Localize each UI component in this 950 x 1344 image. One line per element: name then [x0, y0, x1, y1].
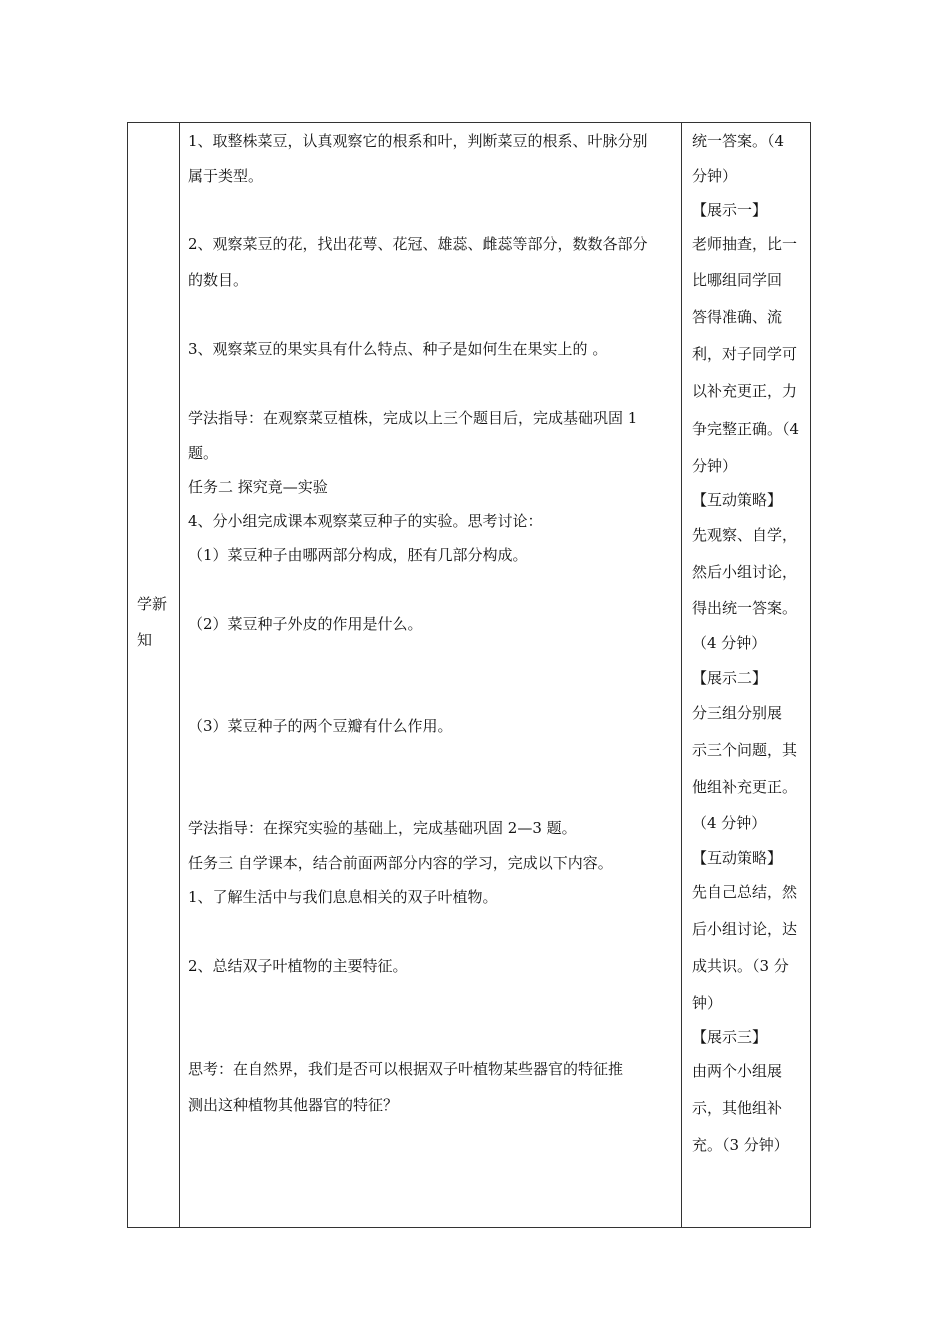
- note-line: 分三组分别展: [692, 704, 783, 722]
- note-line: （4 分钟）: [692, 634, 767, 652]
- note-line: 比哪组同学回: [692, 271, 783, 289]
- note-line: 【互动策略】: [692, 491, 783, 509]
- content-line: 1、了解生活中与我们息息相关的双子叶植物。: [188, 888, 498, 906]
- note-line: 以补充更正，力: [692, 382, 798, 400]
- note-line: 答得准确、流: [692, 308, 783, 326]
- content-line: 题。: [188, 444, 219, 462]
- note-line: 他组补充更正。: [692, 778, 798, 796]
- note-line: 然后小组讨论，: [692, 563, 798, 581]
- content-line: 思考：在自然界，我们是否可以根据双子叶植物某些器官的特征推: [188, 1060, 624, 1078]
- note-line: 充。（3 分钟）: [692, 1136, 789, 1154]
- note-line: 后小组讨论，达: [692, 920, 798, 938]
- note-line: 【互动策略】: [692, 849, 783, 867]
- note-line: 由两个小组展: [692, 1062, 783, 1080]
- column-divider-left: [179, 123, 180, 1227]
- content-line: 任务三 自学课本，结合前面两部分内容的学习，完成以下内容。: [188, 854, 613, 872]
- note-line: 利，对子同学可: [692, 345, 798, 363]
- content-line: 测出这种植物其他器官的特征？: [188, 1096, 399, 1114]
- note-line: 老师抽查，比一: [692, 235, 798, 253]
- content-line: 2、观察菜豆的花，找出花萼、花冠、雄蕊、雌蕊等部分，数数各部分: [188, 235, 648, 253]
- content-line: （2）菜豆种子外皮的作用是什么。: [188, 615, 423, 633]
- note-line: 分钟）: [692, 457, 738, 475]
- note-line: 【展示三】: [692, 1028, 768, 1046]
- content-line: （1）菜豆种子由哪两部分构成，胚有几部分构成。: [188, 546, 528, 564]
- note-line: 示三个问题，其: [692, 741, 798, 759]
- section-label: 学新知: [137, 595, 168, 649]
- note-line: 分钟）: [692, 167, 738, 185]
- content-line: 学法指导：在探究实验的基础上，完成基础巩固 2—3 题。: [188, 819, 577, 837]
- note-line: （4 分钟）: [692, 814, 767, 832]
- content-line: 任务二 探究竟—实验: [188, 478, 328, 496]
- note-line: 先观察、自学，: [692, 526, 798, 544]
- content-line: 的数目。: [188, 271, 249, 289]
- content-line: 学法指导：在观察菜豆植株，完成以上三个题目后，完成基础巩固 1: [188, 409, 638, 427]
- note-line: 统一答案。（4: [692, 132, 785, 150]
- content-line: （3）菜豆种子的两个豆瓣有什么作用。: [188, 717, 453, 735]
- column-divider-right: [681, 123, 682, 1227]
- lesson-table: [127, 122, 811, 1228]
- content-line: 属于类型。: [188, 167, 264, 185]
- content-line: 1、取整株菜豆，认真观察它的根系和叶，判断菜豆的根系、叶脉分别: [188, 132, 648, 150]
- note-line: 【展示一】: [692, 201, 768, 219]
- note-line: 得出统一答案。: [692, 599, 798, 617]
- note-line: 争完整正确。（4: [692, 420, 800, 438]
- note-line: 钟）: [692, 994, 723, 1012]
- content-line: 4、分小组完成课本观察菜豆种子的实验。思考讨论：: [188, 512, 543, 530]
- content-line: 3、观察菜豆的果实具有什么特点、种子是如何生在果实上的 。: [188, 340, 608, 358]
- content-line: 2、总结双子叶植物的主要特征。: [188, 957, 408, 975]
- note-line: 示，其他组补: [692, 1099, 783, 1117]
- note-line: 【展示二】: [692, 669, 768, 687]
- note-line: 先自己总结，然: [692, 883, 798, 901]
- note-line: 成共识。（3 分: [692, 957, 789, 975]
